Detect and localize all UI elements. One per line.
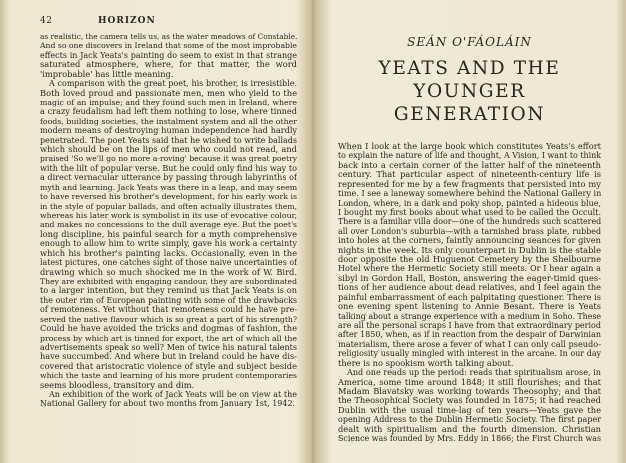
text-line: penetrated. The poet Yeats said that he wished to write ballads: [40, 135, 297, 145]
title-line: YEATS AND THE: [378, 58, 561, 79]
text-line: the outer rim of European painting with some of the drawbacks: [40, 295, 297, 305]
text-line: one evening spent listening to Annie Besant. There is Yeats: [338, 301, 601, 312]
text-line: advertisements speak so well? Men of twice his natural talents: [40, 342, 297, 352]
text-line: Science was founded by Mrs. Eddy in 1866; the First Church was: [338, 434, 601, 444]
author-name: SEÁN O'FÁOLÁIN: [407, 35, 532, 49]
page-number: 42: [40, 16, 53, 26]
text-line: dealt with spiritualism and the fourth dimension. Christian: [338, 423, 601, 434]
text-line: National Gallery for about two months from January 1st, 1942.: [40, 399, 296, 409]
running-title: HORIZON: [98, 16, 156, 26]
text-line: process by which art is tinned for export, the art of which all the: [40, 333, 297, 343]
text-line: with the lilt of popular verse. But he could only find his way to: [40, 162, 297, 173]
right-page: [338, 0, 601, 463]
right-body-text: [338, 142, 601, 444]
left-page: [40, 0, 297, 463]
text-line: London, where, in a dark and poky shop, painted a hideous blue,: [338, 198, 601, 208]
text-line: Both loved proud and passionate men, men who yield to the: [40, 87, 297, 98]
text-line: modern means of destroying human independence had hardly: [40, 125, 297, 136]
text-line: I bought my first books about what used to be called the Occult.: [338, 207, 601, 217]
text-line: A comparison with the great poet, his brother, is irresistible.: [49, 79, 297, 89]
text-line: And one reads up the period: reads that spiritualism arose, in: [347, 367, 601, 378]
text-line: to have reversed his brother's development, for his early work is: [40, 192, 297, 202]
text-line: door opposite the old Huguenot Cemetery by the Shelbourne: [338, 254, 601, 265]
text-line: myth and learning. Jack Yeats was there in a leap, and may seem: [40, 182, 297, 192]
text-line: They are exhibited with engaging candour, they are subordinated: [40, 276, 297, 286]
text-line: America, some time around 1848; it still flourishes; and that: [338, 376, 601, 387]
text-line: to explain the nature of life and thought, A Vision, I want to think: [338, 151, 601, 161]
text-line: back into a certain corner of the latter half of the nineteenth: [338, 159, 601, 170]
text-line: the Theosophical Society was founded in 1875; it had reached: [338, 395, 601, 406]
text-line: Dublin with the usual time-lag of ten years—Yeats gave the: [338, 404, 601, 415]
text-line: have succumbed. And where but in Ireland could he have dis-: [40, 351, 297, 362]
text-line: after 1850, when, as if in reaction from the despair of Darwinian: [338, 330, 601, 340]
text-line: represented for me by a few fragments that persisted into my: [338, 178, 601, 189]
article-title: [338, 57, 601, 126]
text-line: There is a familiar villa door—one of the hundreds such scattered: [338, 217, 601, 227]
text-line: praised 'So we'll go no more a-roving' because it was great poetry: [40, 154, 297, 164]
text-line: latest pictures, one catches sight of those naive uncertainties of: [40, 258, 297, 268]
text-line: which the taste and learning of his more prudent contemporaries: [40, 371, 297, 381]
text-line: all over London's suburbia—with a tarnished brass plate, rubbed: [338, 226, 601, 236]
text-line: and makes no concessions to the dull average eye. But the poet's: [40, 220, 297, 230]
text-line: And so one discovers in Ireland that some of the most improbable: [40, 41, 297, 51]
text-line: as realistic, the camera tells us, as the water meadows of Constable.: [40, 32, 297, 41]
text-line: nights in the week. Its only counterpart in Dublin is the stable: [338, 244, 601, 255]
text-line: long discipline, his painful search for a myth comprehensive: [40, 228, 297, 239]
text-line: sibyl in Gordon Hall, Boston, answering the eager-timid ques-: [338, 272, 601, 283]
text-line: into holes at the corners, faintly announcing seances for given: [338, 235, 601, 246]
title-line: YOUNGER GENERATION: [393, 81, 546, 125]
text-line: magic of an impulse; and they found such men in Ireland, where: [40, 97, 297, 107]
text-line: materialism, there arose a fever of what I can only call pseudo-: [338, 338, 601, 349]
text-line: time. I see a laneway somewhere behind the National Gallery in: [338, 188, 601, 199]
text-line: enough to allow him to write simply, gave his work a certainty: [40, 238, 297, 249]
text-line: tions of her audience about dead relatives, and I feel again the: [338, 282, 601, 293]
text-line: which his brother's painting lacks. Occasionally, even in the: [40, 247, 297, 258]
text-line: saturated atmosphere, where, for that matter, the word: [40, 59, 297, 70]
text-line: drawing which so much shocked me in the work of W. Bird.: [40, 266, 297, 277]
text-line: talking about a strange experience with a medium in Soho. These: [338, 311, 601, 321]
text-line: Hotel where the Hermetic Society still meets. Or I hear again a: [338, 263, 601, 274]
text-line: When I look at the large book which constitutes Yeats's effort: [338, 141, 601, 151]
text-line: religiosity usually mingled with interest in the arcane. In our day: [338, 349, 601, 359]
running-head: [40, 16, 297, 28]
text-line: in the style of popular ballads, and often actually illustrates them,: [40, 201, 297, 211]
text-line: there is no spookism worth talking about.: [338, 357, 514, 368]
text-line: of remoteness. Yet without that remoteness could he have pre-: [40, 305, 297, 315]
text-line: century. That particular aspect of nineteenth-century life is: [338, 169, 601, 180]
text-line: which should be on the lips of men who could not read, and: [40, 144, 297, 155]
text-line: to a larger intention, but they remind us that Jack Yeats is on: [40, 285, 297, 296]
text-line: a crazy feudalism had left them nothing to lose, where tinned: [40, 106, 297, 117]
text-line: a direct vernacular utterance by passing through labyrinths of: [40, 172, 297, 183]
text-line: Madam Blavatsky was working towards Theosophy; and that: [338, 385, 601, 396]
text-line: Could he have avoided the tricks and dogmas of fashion, the: [40, 323, 297, 334]
text-line: 'improbable' has little meaning.: [40, 68, 174, 79]
text-line: foods, building societies, the instalment system and all the other: [40, 116, 297, 126]
text-line: served the native flavour which is so great a part of his strength?: [40, 314, 297, 324]
left-body-text: [40, 32, 297, 409]
text-line: are all the personal scraps I have from that extraordinary period: [338, 321, 601, 331]
text-line: seems bloodless, transitory and dim.: [40, 379, 195, 390]
text-line: opening Address to the Dublin Hermetic Society. The first paper: [338, 415, 601, 425]
text-line: painful embarrassment of each palpitating questioner. There is: [338, 291, 601, 302]
text-line: effects in Jack Yeats's painting do seem to exist in that strange: [40, 50, 297, 60]
text-line: An exhibition of the work of Jack Yeats will be on view at the: [49, 390, 297, 400]
text-line: whereas his later work is symbolist in its use of evocative colour,: [40, 211, 297, 221]
text-line: covered that aristocratic violence of style and subject beside: [40, 360, 297, 371]
